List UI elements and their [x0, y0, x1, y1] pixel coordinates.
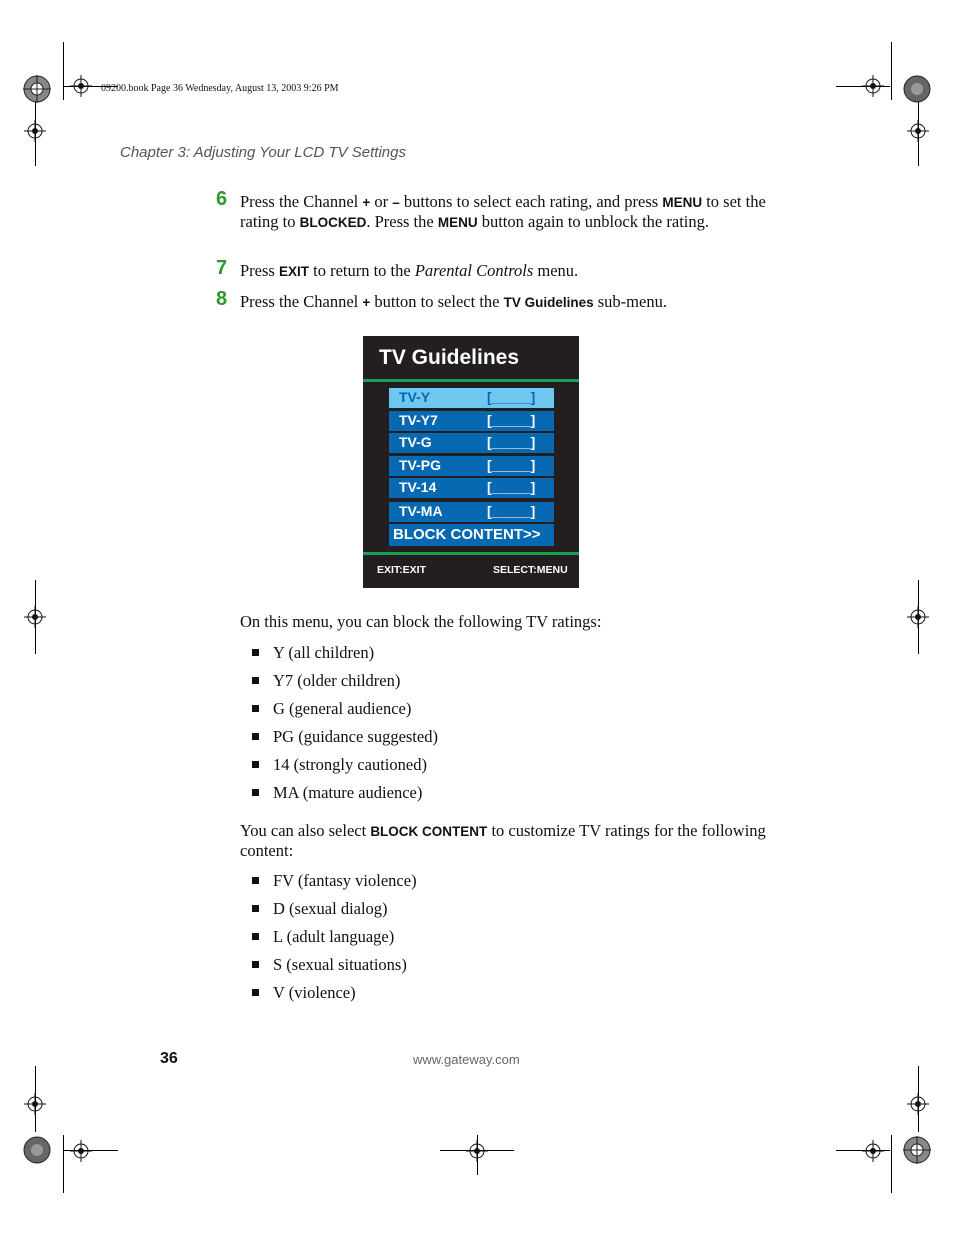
- crosshair-icon: [24, 120, 46, 142]
- step-number: 8: [216, 288, 228, 310]
- list-item: MA (mature audience): [252, 783, 422, 802]
- bullet-icon: [252, 733, 259, 740]
- crosshair-icon: [907, 120, 929, 142]
- menu-row-tv-g[interactable]: TV-G [_____]: [389, 433, 554, 453]
- bullet-icon: [252, 989, 259, 996]
- step-7-text: Press EXIT to return to the Parental Controls menu.: [240, 261, 579, 280]
- list-item: L (adult language): [252, 927, 394, 946]
- crosshair-icon: [907, 606, 929, 628]
- bullet-icon: [252, 761, 259, 768]
- list-item: G (general audience): [252, 699, 411, 718]
- list-item: Y (all children): [252, 643, 374, 662]
- registration-target-icon: [22, 1135, 52, 1165]
- list-item: PG (guidance suggested): [252, 727, 438, 746]
- page-number: 36: [160, 1050, 178, 1067]
- list-item: D (sexual dialog): [252, 899, 388, 918]
- bullet-icon: [252, 961, 259, 968]
- list-item: FV (fantasy violence): [252, 871, 417, 890]
- block-content-intro: You can also select BLOCK CONTENT to customize TV ratings for the following content:: [240, 821, 766, 860]
- select-hint: SELECT:MENU: [493, 564, 568, 576]
- crosshair-icon: [24, 1093, 46, 1115]
- bullet-icon: [252, 705, 259, 712]
- list-item: 14 (strongly cautioned): [252, 755, 427, 774]
- bullet-icon: [252, 677, 259, 684]
- menu-title: TV Guidelines: [379, 346, 520, 369]
- list-item: V (violence): [252, 983, 356, 1002]
- footer-url: www.gateway.com: [413, 1052, 520, 1067]
- step-6-text: Press the Channel + or – buttons to select each rating, and press MENU to set the rating to BLOCKED. Press the MENU button again to unblock the rating.: [240, 192, 766, 231]
- step-number: 6: [216, 188, 228, 210]
- bullet-icon: [252, 933, 259, 940]
- crosshair-icon: [862, 1140, 884, 1162]
- step-8-text: Press the Channel + button to select the TV Guidelines sub-menu.: [240, 292, 667, 311]
- tv-guidelines-menu: [363, 336, 579, 588]
- menu-row-tv-pg[interactable]: TV-PG [_____]: [389, 456, 554, 476]
- menu-row-tv-14[interactable]: TV-14 [_____]: [389, 478, 554, 498]
- registration-target-icon: [902, 74, 932, 104]
- bullet-icon: [252, 789, 259, 796]
- crosshair-icon: [907, 1093, 929, 1115]
- crosshair-icon: [466, 1140, 488, 1162]
- list-item: Y7 (older children): [252, 671, 400, 690]
- exit-hint: EXIT:EXIT: [377, 564, 427, 576]
- crosshair-icon: [862, 75, 884, 97]
- ratings-intro: On this menu, you can block the following TV ratings:: [240, 612, 602, 631]
- menu-row-tv-ma[interactable]: TV-MA [_____]: [389, 502, 554, 522]
- crosshair-icon: [24, 606, 46, 628]
- block-content-item[interactable]: BLOCK CONTENT>>: [389, 524, 554, 546]
- crosshair-icon: [70, 1140, 92, 1162]
- bullet-icon: [252, 877, 259, 884]
- divider: [363, 552, 579, 555]
- bullet-icon: [252, 649, 259, 656]
- list-item: S (sexual situations): [252, 955, 407, 974]
- divider: [363, 379, 579, 382]
- step-number: 7: [216, 257, 228, 279]
- crosshair-icon: [70, 75, 92, 97]
- registration-target-icon: [22, 74, 52, 104]
- chapter-header: Chapter 3: Adjusting Your LCD TV Settings: [120, 144, 406, 161]
- book-info: 09200.book Page 36 Wednesday, August 13, 2003 9:26 PM: [101, 83, 339, 94]
- bullet-icon: [252, 905, 259, 912]
- registration-target-icon: [902, 1135, 932, 1165]
- menu-row-tv-y[interactable]: TV-Y [_____]: [389, 388, 554, 408]
- menu-row-tv-y7[interactable]: TV-Y7 [_____]: [389, 411, 554, 431]
